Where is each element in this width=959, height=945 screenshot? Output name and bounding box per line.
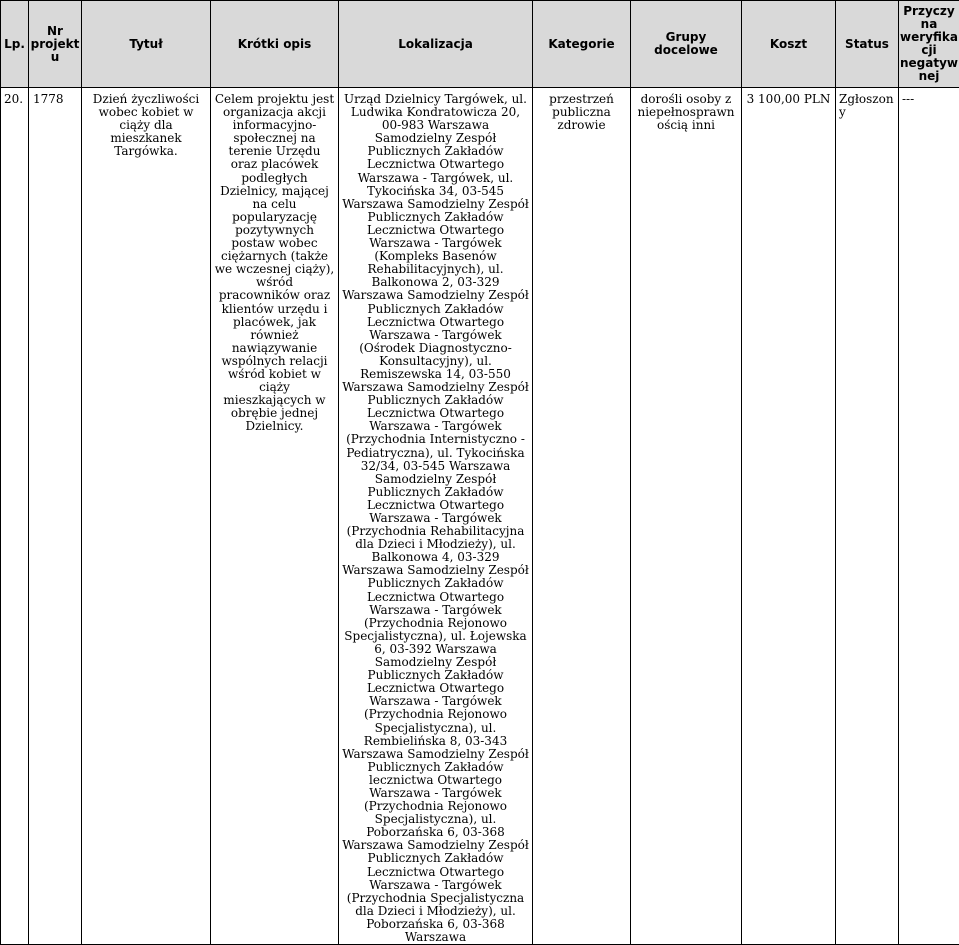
cell-przyczyna: --- [899, 88, 959, 945]
cell-tytul: Dzień życzliwości wobec kobiet w ciąży dla mieszkanek Targówka. [82, 88, 211, 945]
cell-lokalizacja: Urząd Dzielnicy Targówek, ul. Ludwika Kondratowicza 20, 00-983 Warszawa Samodzielny Zespół Publicznych Zakładów Lecznictwa Otwartego Warszawa - Targówek, ul. Tykocińska 34, 03-545 Warszawa Samodzielny Zespół Publicznych Zakładów Lecznictwa Otwartego Warszawa - Targówek (Kompleks Basenów Rehabilitacyjnych), ul. Balkonowa 2, 03-329 Warszawa Samodzielny Zespół Publicznych Zakładów Lecznictwa Otwartego Warszawa - Targówek (Ośrodek Diagnostyczno-Konsultacyjny), ul. Remiszewska 14, 03-550 Warszawa Samodzielny Zespół Publicznych Zakładów Lecznictwa Otwartego Warszawa - Targówek (Przychodnia Internistyczno - Pediatryczna), ul. Tykocińska 32/34, 03-545 Warszawa Samodzielny Zespół Publicznych Zakładów Lecznictwa Otwartego Warszawa - Targówek (Przychodnia Rehabilitacyjna dla Dzieci i Młodzieży), ul. Balkonowa 4, 03-329 Warszawa Samodzielny Zespół Publicznych Zakładów Lecznictwa Otwartego Warszawa - Targówek (Przychodnia Rejonowo Specjalistyczna), ul. Łojewska 6, 03-392 Warszawa Samodzielny Zespół Publicznych Zakładów Lecznictwa Otwartego Warszawa - Targówek (Przychodnia Rejonowo Specjalistyczna), ul. Rembielińska 8, 03-343 Warszawa Samodzielny Zespół Publicznych Zakładów lecznictwa Otwartego Warszawa - Targówek (Przychodnia Rejonowo Specjalistyczna), ul. Poborzańska 6, 03-368 Warszawa Samodzielny Zespół Publicznych Zakładów Lecznictwa Otwartego Warszawa - Targówek (Przychodnia Specjalistyczna dla Dzieci i Młodzieży), ul. Poborzańska 6, 03-368 Warszawa [339, 88, 533, 945]
cell-status: Zgłoszony [836, 88, 899, 945]
header-kategorie: Kategorie [533, 1, 631, 88]
cell-grupy-docelowe: dorośli osoby z niepełnosprawnością inni [631, 88, 742, 945]
header-grupy-docelowe: Grupy docelowe [631, 1, 742, 88]
cell-kategorie: przestrzeń publiczna zdrowie [533, 88, 631, 945]
header-row [1, 1, 959, 88]
cell-lp: 20. [1, 88, 29, 945]
header-krotki-opis: Krótki opis [211, 1, 339, 88]
header-status: Status [836, 1, 899, 88]
cell-krotki-opis: Celem projektu jest organizacja akcji informacyjno-społecznej na terenie Urzędu oraz placówek podległych Dzielnicy, mającej na celu popularyzację pozytywnych postaw wobec ciężarnych (także we wczesnej ciąży), wśród pracowników oraz klientów urzędu i placówek, jak również nawiązywanie wspólnych relacji wśród kobiet w ciąży mieszkających w obrębie jednej Dzielnicy. [211, 88, 339, 945]
header-przyczyna: Przyczyna weryfikacji negatywnej [899, 1, 959, 88]
header-lp: Lp. [1, 1, 29, 88]
table-row [1, 88, 959, 945]
header-tytul: Tytuł [82, 1, 211, 88]
cell-nr-projektu: 1778 [29, 88, 82, 945]
cell-koszt: 3 100,00 PLN [742, 88, 836, 945]
header-nr-projektu: Nr projektu [29, 1, 82, 88]
header-koszt: Koszt [742, 1, 836, 88]
header-lokalizacja: Lokalizacja [339, 1, 533, 88]
